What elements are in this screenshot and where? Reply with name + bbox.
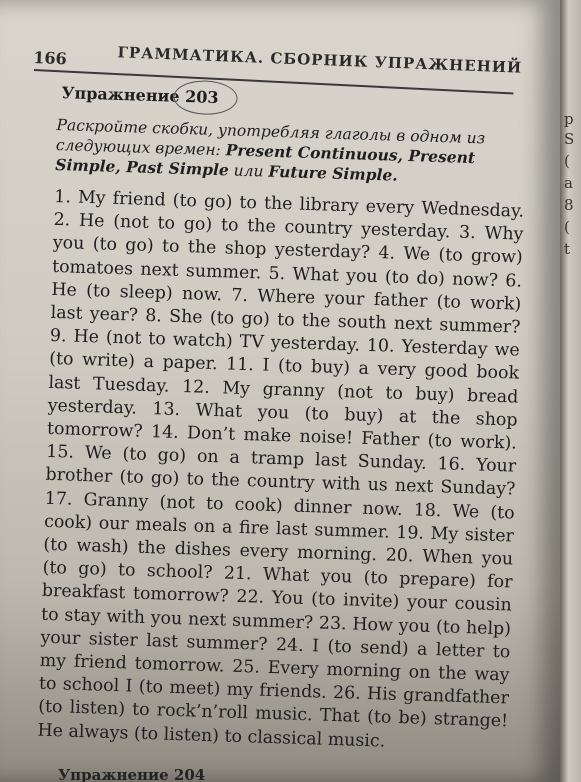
next-page-edge <box>560 0 581 782</box>
exercise-text: 1. My friend (to go) to the library every Wednesday. 2. He (not to go) to the country yesterday. 3. Why you (to go) to the shop yesterday? 4. We (to grow) tomatoes next summer. 5. What you (to do) now? 6. He (to sleep) now. 7. Where your father (to work) last year? 8. She (to go) to the south next summer? 9. He (not to watch) TV yesterday. 10. Yesterday we (to write) a paper. 11. I (to buy) a very good book last Tuesday. 12. My granny (not to buy) bread yesterday. 13. What you (to buy) at the shop tomorrow? 14. Don’t make noise! Father (to work). 15. We (to go) on a tramp last Sunday. 16. Your brother (to go) to the country with us next Sunday? 17. Granny (not to cook) dinner now. 18. We (to cook) our meals on a fire last summer. 19. My sister (to wash) the dishes every morning. 20. When you (to go) to school? 21. What you (to prepare) for breakfast tomorrow? 22. You (to invite) your cousin to stay with you next summer? 23. How you (to help) your sister last summer? 24. I (to send) a letter to my friend tomorrow. 25. Every morning on the way to school I (to meet) my friends. 26. His grandfather (to listen) to rock’n’roll music. That (to be) strange! He always (to listen) to classical music. <box>37 186 525 752</box>
edge-letter: t <box>564 240 571 258</box>
instruction-tenses-1: Present Continuous, Present Simple, Past Simple <box>55 140 476 180</box>
instruction-tenses-2: Future Simple. <box>268 161 399 185</box>
next-exercise-title: Упражнение 204 <box>58 766 206 782</box>
pen-circle-mark <box>173 80 238 116</box>
edge-letter: р <box>564 110 574 128</box>
running-title: ГРАММАТИКА. СБОРНИК УПРАЖНЕНИЙ <box>117 43 523 77</box>
page-number: 166 <box>32 47 68 69</box>
edge-letter: ( <box>564 218 570 236</box>
instruction-prefix: Раскройте скобки, употребляя глаголы в одном из следующих времен: <box>55 115 486 160</box>
page-header <box>33 40 534 87</box>
exercise-instruction <box>55 116 527 190</box>
exercise-title-wrap <box>61 80 528 121</box>
edge-letter: S <box>564 130 575 148</box>
exercise-block <box>37 80 528 757</box>
edge-letter: а <box>564 174 573 192</box>
instruction-or: или <box>228 161 269 181</box>
edge-letter: ( <box>564 152 570 170</box>
edge-letter: 8 <box>564 196 574 214</box>
exercise-title: Упражнение 203 <box>61 83 219 108</box>
